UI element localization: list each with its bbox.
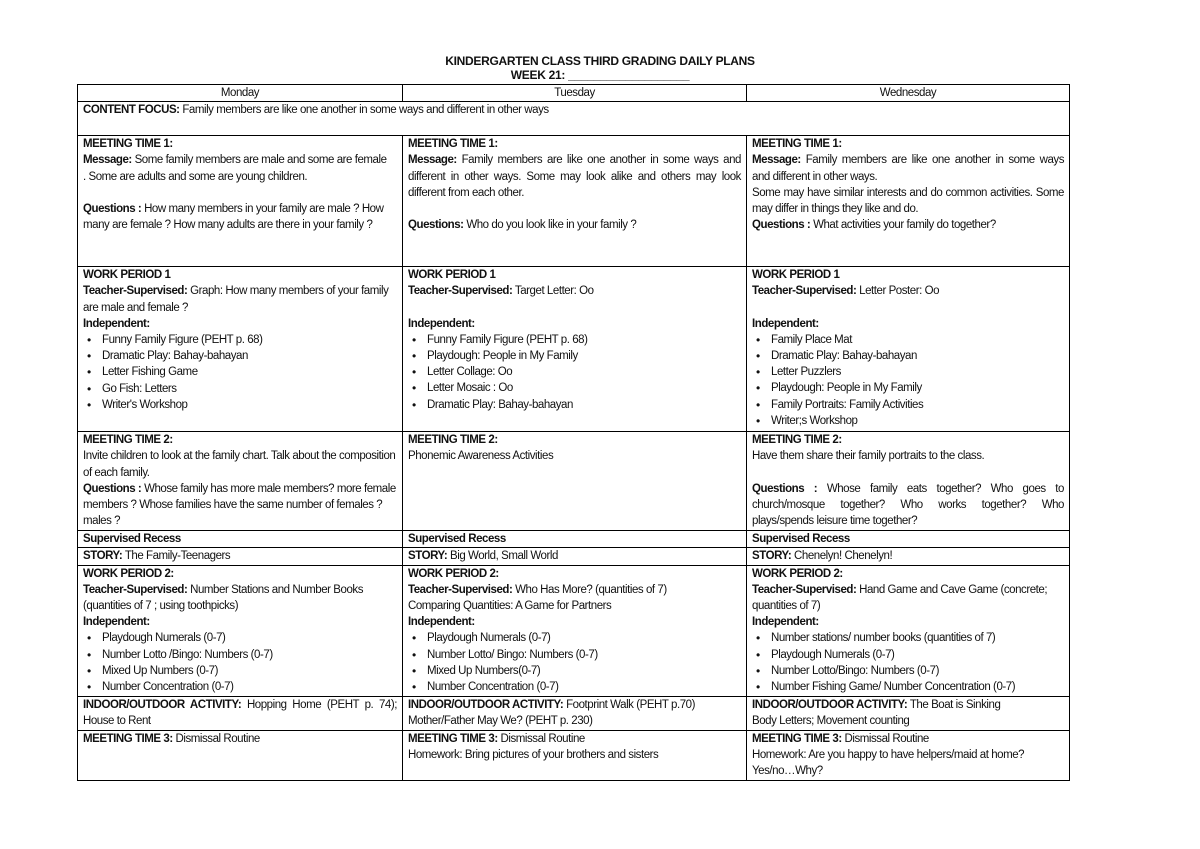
- list-item: • Number Lotto/ Bingo: Numbers (0-7): [427, 647, 741, 663]
- teacher-supervised: [408, 582, 741, 598]
- indoor-line-2: Body Letters; Movement counting: [752, 714, 910, 727]
- list-item: • Number Concentration (0-7): [102, 679, 397, 695]
- questions-label: Questions :: [752, 219, 811, 232]
- teacher-supervised-label: Teacher-Supervised:: [408, 583, 513, 596]
- list-item: • Writer;s Workshop: [771, 413, 1064, 429]
- content-focus-row: [78, 102, 1070, 136]
- meeting1-heading: MEETING TIME 1:: [408, 138, 498, 151]
- spacer: [83, 185, 397, 201]
- teacher-supervised-text: Number Stations and Number Books (quantities of 7 ; using toothpicks): [83, 583, 364, 613]
- list-item: • Funny Family Figure (PEHT p. 68): [427, 332, 741, 348]
- teacher-supervised-text: Hand Game and Cave Game (concrete; quantities of 7): [752, 583, 1048, 613]
- independent-list: [408, 332, 741, 413]
- story-wednesday: [747, 548, 1070, 565]
- teacher-supervised-text: Graph: How many members of your family are male and female ?: [83, 285, 389, 314]
- homework-text: Homework: Are you happy to have helpers/maid at home? Yes/no…Why?: [752, 748, 1025, 778]
- questions-text: Who do you look like in your family ?: [466, 219, 637, 232]
- meeting3-text: Dismissal Routine: [175, 732, 260, 745]
- meeting2-questions: [83, 481, 397, 530]
- work1-wednesday: [747, 267, 1070, 432]
- meeting2-heading: MEETING TIME 2:: [752, 434, 842, 447]
- message-label: Message:: [83, 154, 132, 167]
- meeting1-wednesday: [747, 136, 1070, 267]
- meeting3-text: Dismissal Routine: [844, 732, 929, 745]
- list-item: • Number Lotto/Bingo: Numbers (0-7): [771, 663, 1064, 679]
- meeting3-line: [752, 731, 1064, 747]
- message-text: Some family members are male and some are female: [134, 154, 387, 167]
- day-header-monday: Monday: [78, 85, 403, 102]
- meeting3-tuesday: [403, 730, 747, 780]
- content-focus-cell: [78, 102, 1070, 136]
- work2-heading: WORK PERIOD 2:: [408, 567, 499, 580]
- meeting3-line: [408, 731, 741, 747]
- recess-tuesday: Supervised Recess: [403, 531, 747, 548]
- list-item: • Dramatic Play: Bahay-bahayan: [427, 397, 741, 413]
- list-item: • Mixed Up Numbers (0-7): [102, 663, 397, 679]
- indoor-line-2: Mother/Father May We? (PEHT p. 230): [408, 714, 593, 727]
- spacer: [752, 465, 1064, 481]
- message-text: Family members are like one another in some ways and different in other ways.: [752, 154, 1065, 183]
- work1-heading: WORK PERIOD 1: [83, 269, 171, 282]
- work-period-1-row: [78, 267, 1070, 432]
- work1-tuesday: [403, 267, 747, 432]
- independent-label: Independent:: [83, 616, 150, 629]
- teacher-supervised-label: Teacher-Supervised:: [752, 285, 857, 298]
- story-title: The Family-Teenagers: [124, 550, 231, 563]
- questions-text: What activities your family do together?: [813, 219, 996, 232]
- list-item: • Family Portraits: Family Activities: [771, 397, 1064, 413]
- teacher-supervised: [408, 283, 741, 299]
- teacher-supervised-text: Letter Poster: Oo: [859, 285, 940, 298]
- independent-list: [752, 332, 1064, 429]
- teacher-supervised-label: Teacher-Supervised:: [752, 583, 857, 596]
- meeting1-monday: [78, 136, 403, 267]
- indoor-tuesday: [403, 696, 747, 730]
- independent-list: [83, 630, 397, 695]
- list-item: • Dramatic Play: Bahay-bahayan: [102, 348, 397, 364]
- questions-label: Questions :: [752, 482, 818, 495]
- independent-label: Independent:: [408, 616, 475, 629]
- independent-list: [83, 332, 397, 413]
- questions-text: Whose family eats together? Who goes to church/mosque together? Who works together? Who plays/spends leisure time together?: [752, 482, 1064, 528]
- indoor-text: Hopping Home (PEHT p. 74); House to Rent: [83, 698, 397, 727]
- meeting1-heading: MEETING TIME 1:: [752, 138, 842, 151]
- indoor-label: INDOOR/OUTDOOR ACTIVITY:: [83, 698, 242, 711]
- independent-label: Independent:: [83, 317, 150, 330]
- meeting3-monday: [78, 730, 403, 780]
- homework-text: Homework: Bring pictures of your brothers and sisters: [408, 748, 659, 761]
- meeting2-questions: [752, 481, 1064, 530]
- work2-heading: WORK PERIOD 2:: [83, 567, 174, 580]
- meeting1-questions: [752, 217, 1064, 233]
- teacher-supervised-2: Comparing Quantities: A Game for Partners: [408, 600, 612, 613]
- story-title: Big World, Small World: [450, 550, 558, 563]
- story-tuesday: [403, 548, 747, 565]
- message-text: Family members are like one another in some ways and different in other ways. Some may look alike and others may look different from each other.: [408, 154, 742, 199]
- indoor-line: [752, 697, 1064, 713]
- meeting1-heading: MEETING TIME 1:: [83, 138, 173, 151]
- story-label: STORY:: [408, 550, 448, 563]
- list-item: • Playdough: People in My Family: [427, 348, 741, 364]
- indoor-label: INDOOR/OUTDOOR ACTIVITY:: [752, 698, 908, 711]
- story-monday: [78, 548, 403, 565]
- meeting2-heading: MEETING TIME 2:: [408, 434, 498, 447]
- teacher-supervised-label: Teacher-Supervised:: [83, 583, 188, 596]
- list-item: • Number Lotto /Bingo: Numbers (0-7): [102, 647, 397, 663]
- list-item: • Number Fishing Game/ Number Concentration (0-7): [771, 679, 1064, 695]
- list-item: • Letter Puzzlers: [771, 364, 1064, 380]
- list-item: • Family Place Mat: [771, 332, 1064, 348]
- teacher-supervised-text: Who Has More? (quantities of 7): [515, 583, 667, 596]
- teacher-supervised: [752, 582, 1064, 614]
- story-label: STORY:: [83, 550, 123, 563]
- story-label: STORY:: [752, 550, 792, 563]
- teacher-supervised-label: Teacher-Supervised:: [83, 285, 188, 298]
- meeting2-text: Have them share their family portraits to the class.: [752, 450, 985, 463]
- meeting2-monday: [78, 432, 403, 531]
- list-item: • Playdough Numerals (0-7): [771, 647, 1064, 663]
- spacer: [752, 300, 1064, 316]
- work2-heading: WORK PERIOD 2:: [752, 567, 843, 580]
- meeting1-message-2: Some may have similar interests and do common activities. Some may differ in things they like and do.: [752, 186, 1064, 216]
- content-focus-text: Family members are like one another in some ways and different in other ways: [182, 104, 549, 117]
- document-title: KINDERGARTEN CLASS THIRD GRADING DAILY PLANS: [445, 54, 755, 68]
- work2-monday: [78, 565, 403, 696]
- day-header-wednesday: Wednesday: [747, 85, 1070, 102]
- meeting1-message-2: . Some are adults and some are young children.: [83, 170, 308, 183]
- list-item: • Playdough: People in My Family: [771, 380, 1064, 396]
- work-period-2-row: [78, 565, 1070, 696]
- questions-text: Whose family has more male members? more female members ? Whose families have the same number of females ? males ?: [83, 482, 396, 528]
- meeting-time-2-row: [78, 432, 1070, 531]
- list-item: • Mixed Up Numbers(0-7): [427, 663, 741, 679]
- spacer: [408, 300, 741, 316]
- independent-label: Independent:: [408, 317, 475, 330]
- indoor-wednesday: [747, 696, 1070, 730]
- teacher-supervised: [752, 283, 1064, 299]
- list-item: • Number stations/ number books (quantities of 7): [771, 630, 1064, 646]
- independent-list: [752, 630, 1064, 695]
- list-item: • Funny Family Figure (PEHT p. 68): [102, 332, 397, 348]
- list-item: • Dramatic Play: Bahay-bahayan: [771, 348, 1064, 364]
- teacher-supervised: [83, 283, 397, 315]
- meeting3-label: MEETING TIME 3:: [408, 732, 498, 745]
- work2-wednesday: [747, 565, 1070, 696]
- independent-label: Independent:: [752, 317, 819, 330]
- recess-monday: Supervised Recess: [78, 531, 403, 548]
- meeting-time-1-row: [78, 136, 1070, 267]
- questions-text: How many members in your family are male ? How many are female ? How many adults are there in your family ?: [83, 202, 384, 232]
- indoor-line: [408, 697, 741, 713]
- spacer: [408, 201, 741, 217]
- story-title: Chenelyn! Chenelyn!: [794, 550, 893, 563]
- week-label: WEEK 21: ___________________: [510, 68, 690, 82]
- work1-heading: WORK PERIOD 1: [408, 269, 496, 282]
- meeting3-label: MEETING TIME 3:: [83, 732, 173, 745]
- teacher-supervised-text: Target Letter: Oo: [514, 285, 594, 298]
- indoor-outdoor-row: [78, 696, 1070, 730]
- meeting1-questions: [83, 201, 397, 233]
- meeting2-wednesday: [747, 432, 1070, 531]
- message-label: Message:: [408, 154, 457, 167]
- meeting2-tuesday: [403, 432, 747, 531]
- questions-label: Questions :: [83, 482, 142, 495]
- indoor-label: INDOOR/OUTDOOR ACTIVITY:: [408, 698, 564, 711]
- list-item: • Letter Fishing Game: [102, 364, 397, 380]
- list-item: • Number Concentration (0-7): [427, 679, 741, 695]
- day-header-tuesday: Tuesday: [403, 85, 747, 102]
- work1-monday: [78, 267, 403, 432]
- meeting3-text: Dismissal Routine: [500, 732, 585, 745]
- meeting1-questions: [408, 217, 741, 233]
- daily-plan-table: [77, 84, 1070, 781]
- recess-row: [78, 531, 1070, 548]
- list-item: • Letter Mosaic : Oo: [427, 380, 741, 396]
- meeting1-tuesday: [403, 136, 747, 267]
- meeting3-label: MEETING TIME 3:: [752, 732, 842, 745]
- meeting2-heading: MEETING TIME 2:: [83, 434, 173, 447]
- indoor-monday: [78, 696, 403, 730]
- teacher-supervised-label: Teacher-Supervised:: [408, 285, 513, 298]
- list-item: • Writer's Workshop: [102, 397, 397, 413]
- list-item: • Playdough Numerals (0-7): [427, 630, 741, 646]
- meeting2-text: Phonemic Awareness Activities: [408, 450, 554, 463]
- indoor-text: Footprint Walk (PEHT p.70): [566, 698, 695, 711]
- independent-list: [408, 630, 741, 695]
- meeting-time-3-row: [78, 730, 1070, 780]
- content-focus-label: CONTENT FOCUS:: [83, 104, 180, 117]
- meeting3-wednesday: [747, 730, 1070, 780]
- indoor-text: The Boat is Sinking: [909, 698, 1001, 711]
- message-label: Message:: [752, 154, 801, 167]
- independent-label: Independent:: [752, 616, 819, 629]
- meeting1-message: [752, 152, 1064, 184]
- meeting2-text: Invite children to look at the family chart. Talk about the composition of each family.: [83, 450, 396, 479]
- list-item: • Playdough Numerals (0-7): [102, 630, 397, 646]
- day-header-row: [78, 85, 1070, 102]
- list-item: • Letter Collage: Oo: [427, 364, 741, 380]
- list-item: • Go Fish: Letters: [102, 381, 397, 397]
- questions-label: Questions :: [83, 202, 142, 215]
- work1-heading: WORK PERIOD 1: [752, 269, 840, 282]
- meeting1-message: [408, 152, 741, 201]
- work2-tuesday: [403, 565, 747, 696]
- meeting1-message: [83, 152, 397, 168]
- questions-label: Questions:: [408, 219, 464, 232]
- recess-wednesday: Supervised Recess: [747, 531, 1070, 548]
- teacher-supervised: [83, 582, 397, 614]
- story-row: [78, 548, 1070, 565]
